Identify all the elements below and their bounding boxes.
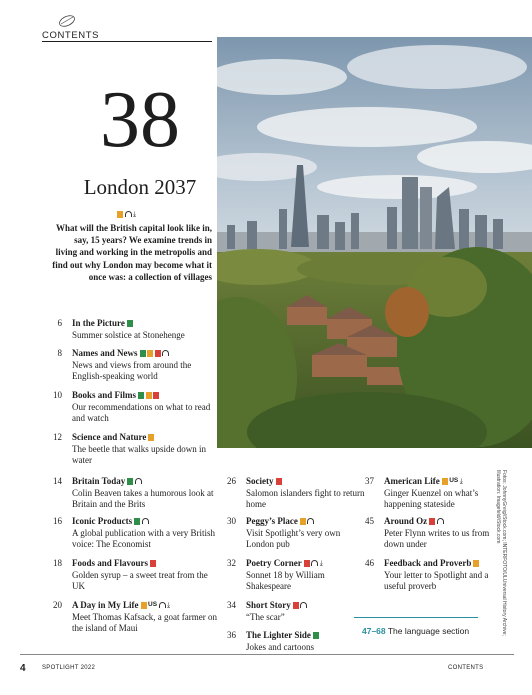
- headphones-icon: [162, 350, 169, 356]
- entry-description: Visit Spotlight’s very own London pub: [246, 527, 341, 550]
- easy-level-icon: [140, 350, 146, 357]
- entry-title: Iconic Products: [72, 516, 133, 526]
- entry-body: [246, 630, 366, 653]
- entry-description: Salomon islanders fight to return home: [246, 487, 365, 510]
- entry-icons: [138, 390, 161, 401]
- us-english-icon: US: [148, 601, 158, 609]
- entry-title: Britain Today: [72, 476, 126, 486]
- entry-icons: [442, 476, 468, 488]
- entry-page-number: 18: [53, 558, 62, 568]
- entry-page-number: 37: [365, 476, 374, 486]
- entry-icons: [313, 630, 321, 641]
- language-section-range: 47–68: [362, 626, 386, 636]
- photo-credit: [485, 470, 513, 650]
- download-icon: ⤓: [319, 559, 323, 567]
- entry-description: Golden syrup – a sweet treat from the UK: [72, 569, 208, 592]
- headphones-icon: [159, 602, 166, 608]
- entry-page-number: 30: [227, 516, 236, 526]
- entry-icons: [304, 558, 328, 569]
- entry-page-number: 12: [53, 432, 62, 442]
- headphones-icon: [307, 518, 314, 524]
- language-section: [362, 626, 469, 636]
- advanced-level-icon: [304, 560, 310, 567]
- entry-icons: [150, 558, 158, 569]
- page-folio: 4: [20, 663, 26, 674]
- advanced-level-icon: [293, 602, 299, 609]
- entry-icons: [473, 558, 481, 569]
- download-icon: ⤓: [133, 210, 137, 218]
- entry-page-number: 36: [227, 630, 236, 640]
- entry-description: The beetle that walks upside down in water: [72, 443, 206, 466]
- entry-page-number: 6: [57, 318, 62, 328]
- entry-icons: [134, 516, 150, 527]
- entry-description: Sonnet 18 by William Shakespeare: [246, 569, 325, 592]
- entry-description: Summer solstice at Stonehenge: [72, 329, 185, 340]
- entry-description: Colin Beaven takes a humorous look at Britain and the Brits: [72, 487, 214, 510]
- footer-magazine: SPOTLIGHT 2022: [42, 665, 96, 671]
- entry-page-number: 16: [53, 516, 62, 526]
- entry-title: In the Picture: [72, 318, 125, 328]
- entry-page-number: 32: [227, 558, 236, 568]
- entry-body: [72, 318, 222, 341]
- easy-level-icon: [138, 392, 144, 399]
- entry-page-number: 34: [227, 600, 236, 610]
- entry-title: Peggy’s Place: [246, 516, 298, 526]
- entry-body: [72, 348, 222, 382]
- feature-title: London 2037: [83, 175, 197, 199]
- entry-body: [72, 476, 222, 510]
- entry-title: Around Oz: [384, 516, 428, 526]
- headphones-icon: [311, 560, 318, 566]
- entry-page-number: 46: [365, 558, 374, 568]
- entry-title: Society: [246, 476, 274, 486]
- photo-credit-text: Fotos: JohnnyGreig/iStock.com; INTERFOTO/ULUniversal History Archive; Illustration: Imagefeld/iStock.com: [494, 470, 507, 636]
- entry-page-number: 20: [53, 600, 62, 610]
- medium-level-icon: [148, 434, 154, 441]
- entry-description: Ginger Kuenzel on what’s happening stateside: [384, 487, 479, 510]
- entry-icons: [429, 516, 445, 527]
- entry-title: A Day in My Life: [72, 600, 139, 610]
- download-icon: ⤓: [167, 601, 171, 609]
- entry-title: Names and News: [72, 348, 138, 358]
- entry-description: “The scar”: [246, 611, 285, 622]
- feature-page-number: 38: [100, 76, 180, 164]
- easy-level-icon: [127, 320, 133, 327]
- headphones-icon: [300, 602, 307, 608]
- medium-level-icon: [473, 560, 479, 567]
- entry-icons: [276, 476, 284, 487]
- entry-description: A global publication with a very British voice: The Economist: [72, 527, 215, 550]
- entry-body: [246, 558, 366, 592]
- advanced-level-icon: [276, 478, 282, 485]
- entry-body: [246, 600, 366, 623]
- entry-title: Science and Nature: [72, 432, 147, 442]
- entry-description: Your letter to Spotlight and a useful proverb: [384, 569, 489, 592]
- entry-page-number: 10: [53, 390, 62, 400]
- entry-body: [72, 516, 222, 550]
- us-english-icon: US: [449, 477, 459, 485]
- entry-icons: [293, 600, 309, 611]
- entry-title: Short Story: [246, 600, 291, 610]
- headphones-icon: [135, 478, 142, 484]
- entry-page-number: 45: [365, 516, 374, 526]
- entry-body: [72, 600, 222, 635]
- header-rule: [42, 41, 212, 42]
- magazine-logo-icon: [57, 14, 77, 28]
- entry-body: [246, 516, 366, 550]
- headphones-icon: [437, 518, 444, 524]
- feature-description: What will the British capital look like in, say, 15 years? We examine trends in living and working in the metropolis and find out why London may become what it once was: a collection of villages: [52, 223, 212, 282]
- entry-page-number: 14: [53, 476, 62, 486]
- advanced-level-icon: [150, 560, 156, 567]
- advanced-level-icon: [153, 392, 159, 399]
- easy-level-icon: [313, 632, 319, 639]
- entry-title: Foods and Flavours: [72, 558, 149, 568]
- medium-level-icon: [117, 211, 123, 218]
- entry-icons: [127, 318, 135, 329]
- download-icon: ⤓: [459, 477, 463, 485]
- entry-title: Books and Films: [72, 390, 137, 400]
- footer-rule: [20, 654, 514, 655]
- entry-icons: [127, 476, 143, 487]
- advanced-level-icon: [155, 350, 161, 357]
- entry-title: The Lighter Side: [246, 630, 311, 640]
- entry-description: Our recommendations on what to read and watch: [72, 401, 211, 424]
- entry-icons: [141, 600, 175, 612]
- entry-body: [246, 476, 366, 510]
- entry-body: [72, 558, 222, 592]
- entry-icons: [140, 348, 171, 359]
- advanced-level-icon: [429, 518, 435, 525]
- entry-body: [72, 432, 222, 466]
- entry-description: Peter Flynn writes to us from down under: [384, 527, 490, 550]
- entry-icons: [300, 516, 316, 527]
- entry-description: Jokes and cartoons: [246, 641, 314, 652]
- entry-title: American Life: [384, 476, 440, 486]
- entry-description: News and views from around the English-speaking world: [72, 359, 192, 382]
- entry-title: Feedback and Proverb: [384, 558, 472, 568]
- london-skyline-photo: [217, 37, 532, 448]
- entry-page-number: 26: [227, 476, 236, 486]
- headphones-icon: [125, 211, 132, 217]
- easy-level-icon: [127, 478, 133, 485]
- entry-page-number: 8: [57, 348, 62, 358]
- medium-level-icon: [442, 478, 448, 485]
- language-section-label: The language section: [387, 626, 470, 636]
- entry-icons: [148, 432, 156, 443]
- medium-level-icon: [141, 602, 147, 609]
- medium-level-icon: [300, 518, 306, 525]
- section-label: CONTENTS: [42, 30, 100, 41]
- language-section-rule: [354, 617, 478, 618]
- entry-title: Poetry Corner: [246, 558, 302, 568]
- medium-level-icon: [147, 350, 153, 357]
- footer-section: CONTENTS: [448, 665, 484, 671]
- medium-level-icon: [146, 392, 152, 399]
- entry-description: Meet Thomas Kafsack, a goat farmer on the island of Maui: [72, 611, 218, 634]
- easy-level-icon: [134, 518, 140, 525]
- entry-body: [72, 390, 222, 424]
- headphones-icon: [142, 518, 149, 524]
